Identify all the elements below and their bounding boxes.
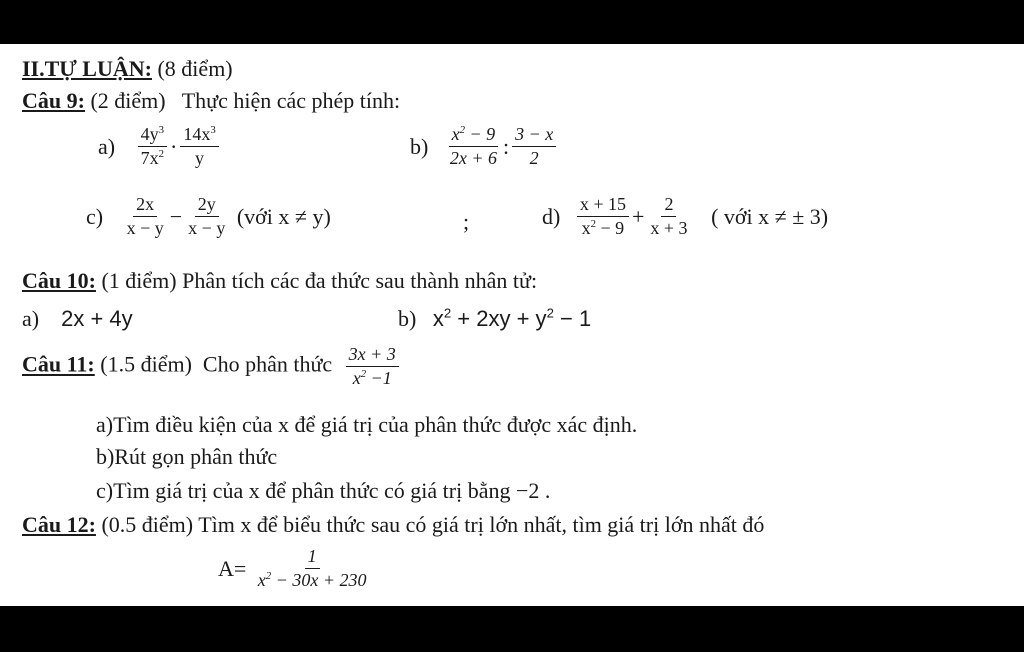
q11-item-c: c)Tìm giá trị của x để phân thức có giá trị bằng −2 . — [96, 478, 551, 503]
q11-item-b: b)Rút gọn phân thức — [96, 444, 278, 469]
fraction: $\frac{2y}{x - y}$ — [188, 194, 226, 238]
section-points: (8 điểm) — [157, 56, 233, 81]
fraction: $\frac{3 - x}{2}$ — [512, 124, 556, 169]
q12-expression: A= $\frac{1}{x^2 - 30x + 230}$ — [216, 546, 371, 591]
separator: ; — [463, 209, 470, 234]
question-11-heading: Câu 11: (1.5 điểm) Cho phân thức $\frac{3x + 3}{x^2 -1}$ — [22, 344, 400, 389]
q9-part-d: d) $\frac{x + 15}{x^2 - 9}$ + $\frac{2}{x + 3}$ ( với x ≠ ± 3) — [542, 194, 829, 238]
q9-part-b: b) $\frac{x^2 - 9}{2x + 6}$ : $\frac{3 - x}{2}$ — [408, 124, 557, 169]
q9-prompt: Thực hiện các phép tính: — [181, 88, 401, 113]
question-10-heading: Câu 10: (1 điểm) Phân tích các đa thức sau thành nhân tử: — [22, 268, 538, 293]
fraction: $\frac{x + 15}{x^2 - 9}$ — [577, 194, 629, 239]
q9-part-a: a) $\frac{4y^3}{7x^2}$ · $\frac{14x^3}{y}$ — [96, 124, 220, 169]
document-sheet — [0, 44, 1024, 606]
q9-part-c: c) $\frac{2x}{x - y}$ − $\frac{2y}{x - y}$ (với x ≠ y) — [86, 194, 331, 238]
q10-part-b: b) $x^2 + 2xy + y^2 - 1$ — [398, 305, 592, 331]
fraction: $\frac{4y^3}{7x^2}$ — [138, 124, 167, 169]
section-title: II.TỰ LUẬN: — [22, 56, 152, 81]
fraction: $\frac{1}{x^2 - 30x + 230}$ — [257, 546, 367, 590]
question-12-heading: Câu 12: (0.5 điểm) Tìm x để biểu thức sau có giá trị lớn nhất, tìm giá trị lớn nhất đó — [22, 512, 765, 537]
fraction: $\frac{14x^3}{y}$ — [180, 124, 218, 169]
section-header — [22, 56, 233, 82]
fraction: $\frac{2x}{x - y}$ — [126, 194, 164, 238]
q11-item-a: a)Tìm điều kiện của x để giá trị của phân thức được xác định. — [96, 412, 638, 437]
fraction: $\frac{3x + 3}{x^2 -1}$ — [346, 344, 399, 389]
fraction: $\frac{2}{x + 3}$ — [650, 194, 688, 238]
q9-label: Câu 9: — [22, 88, 85, 113]
q10-part-a: a) 2x + 4y — [22, 306, 133, 331]
question-9-heading: Câu 9: (2 điểm) Thực hiện các phép tính: — [22, 88, 401, 113]
fraction: $\frac{x^2 - 9}{2x + 6}$ — [449, 124, 497, 168]
